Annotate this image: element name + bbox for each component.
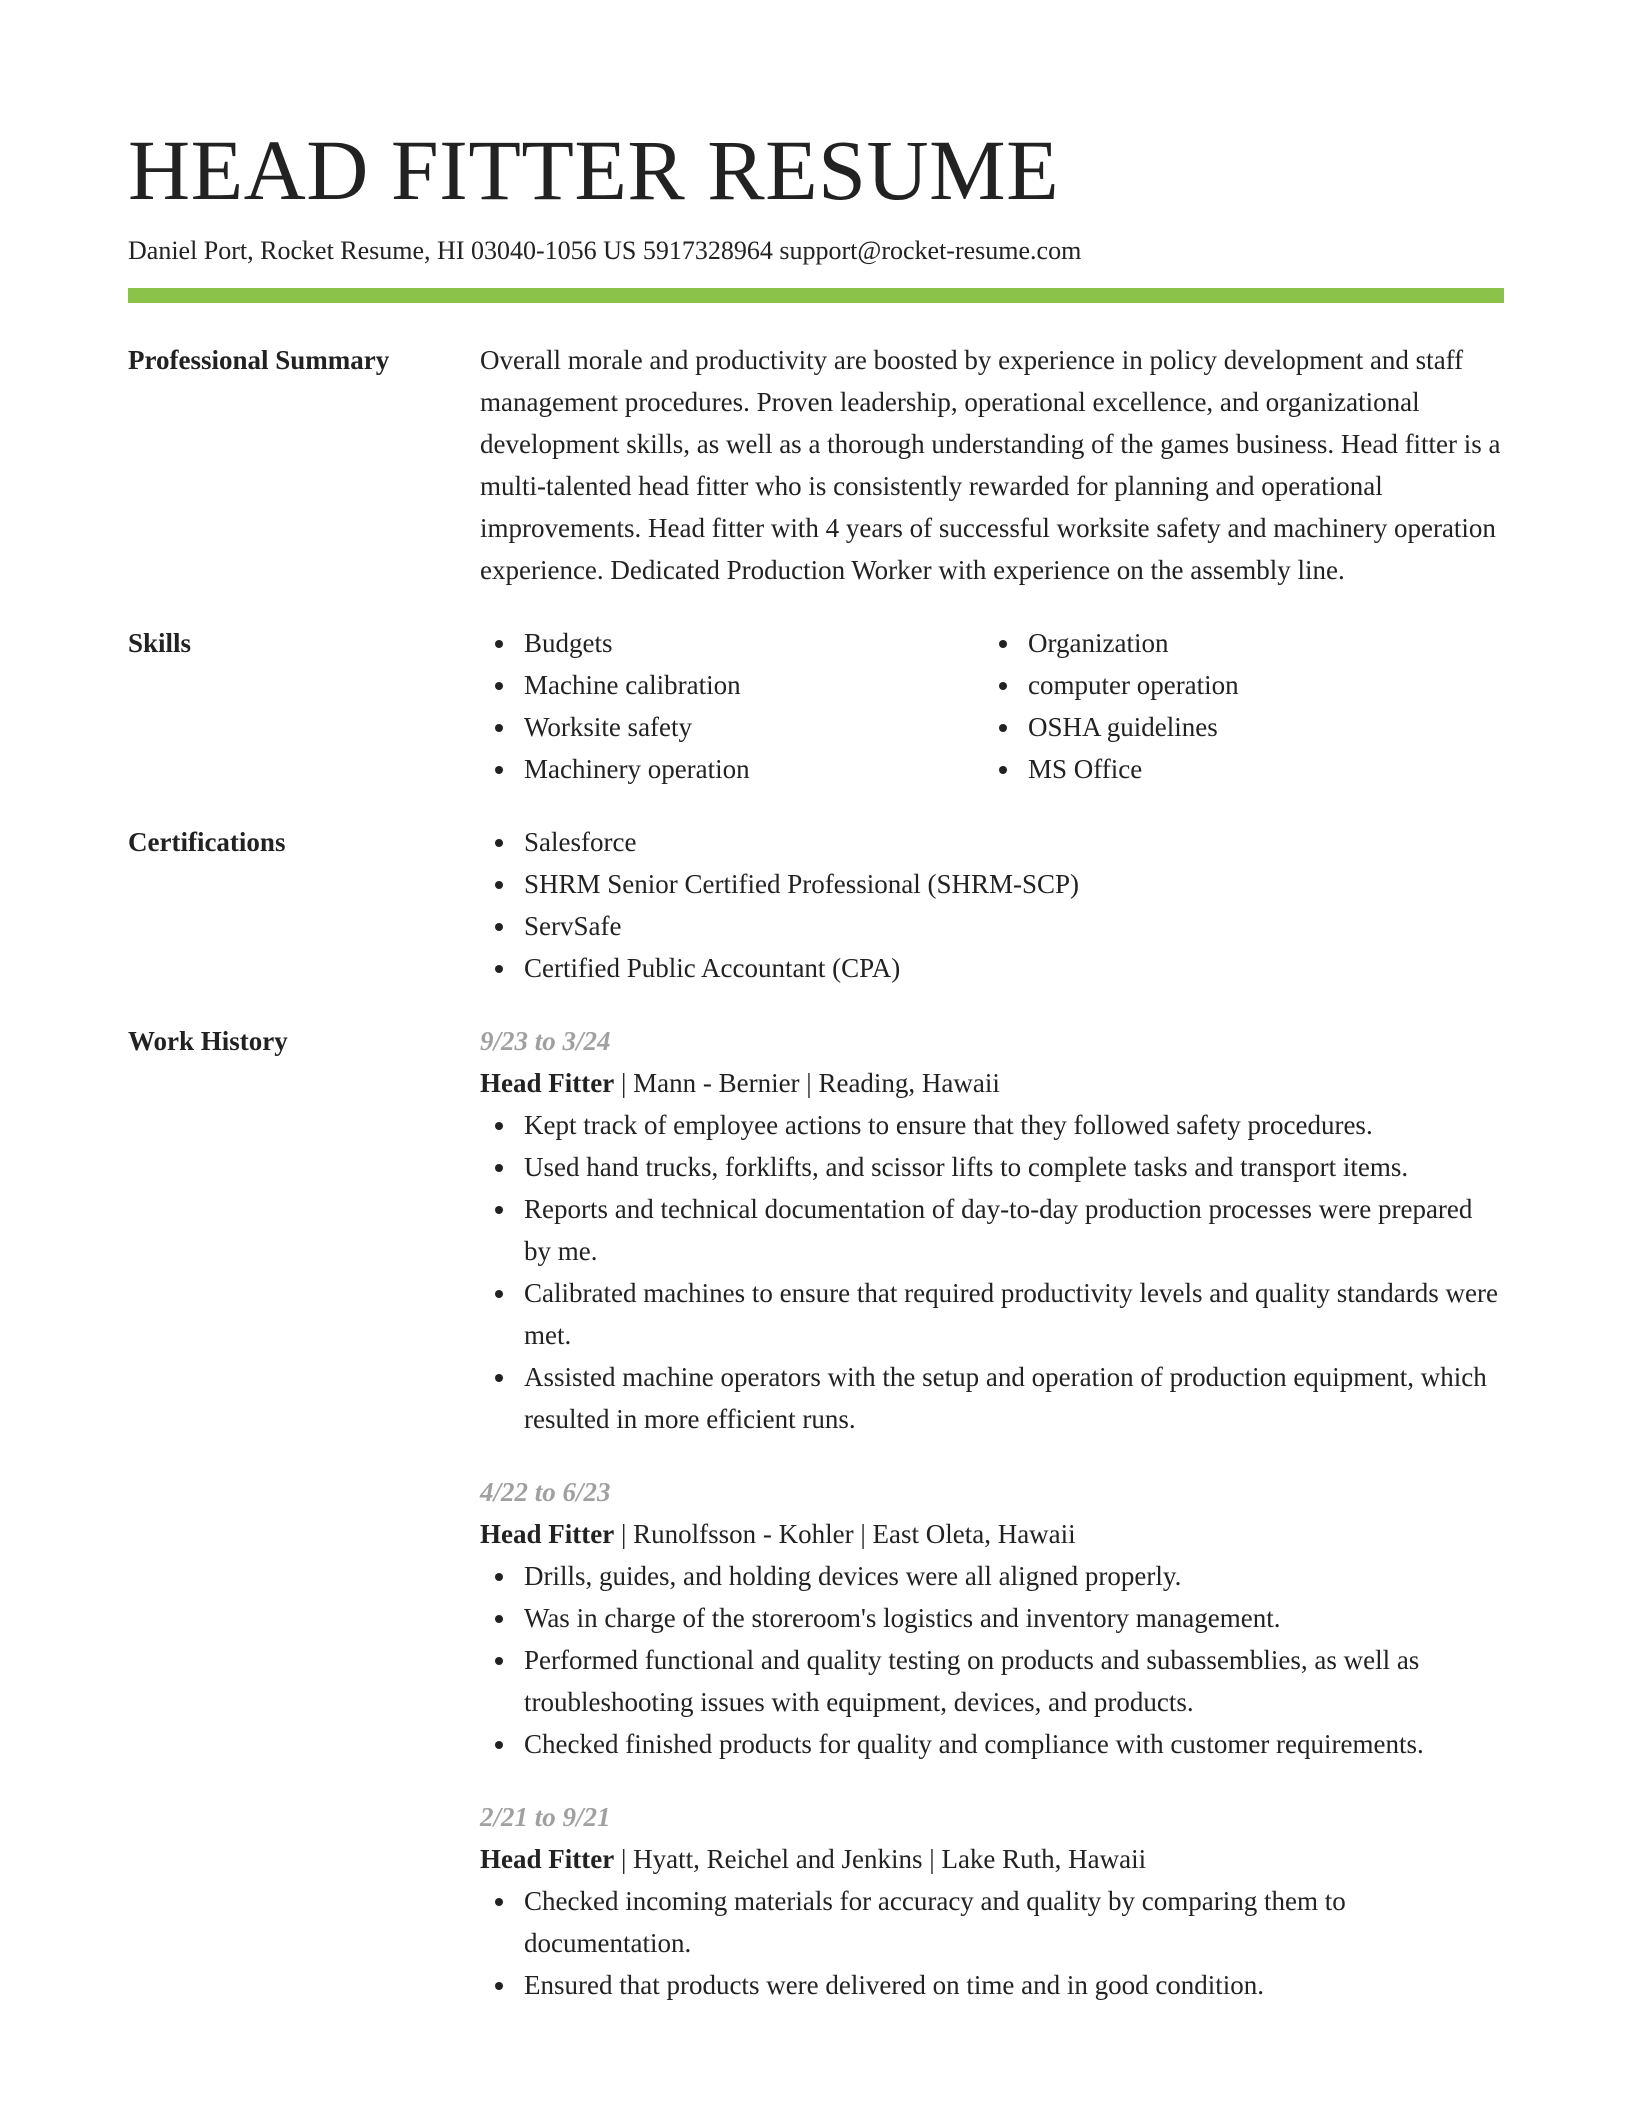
job-title: Head Fitter bbox=[480, 1844, 615, 1874]
skill-item: computer operation bbox=[1028, 664, 1488, 706]
job-duty: Reports and technical documentation of day-to-day production processes were prepared by me. bbox=[524, 1188, 1504, 1272]
skills-section bbox=[128, 622, 1504, 790]
job-duty: Kept track of employee actions to ensure that they followed safety procedures. bbox=[524, 1104, 1504, 1146]
resume-title: HEAD FITTER RESUME bbox=[128, 122, 1060, 218]
resume-page bbox=[128, 118, 1504, 2006]
job-dates: 9/23 to 3/24 bbox=[480, 1026, 611, 1056]
work-history-section bbox=[128, 1020, 1504, 2006]
job-dates: 2/21 to 9/21 bbox=[480, 1802, 611, 1832]
job-heading bbox=[480, 1513, 1504, 1555]
section-label-skills: Skills bbox=[128, 628, 192, 658]
section-label-summary: Professional Summary bbox=[128, 345, 390, 375]
job-employer-location: | Mann - Bernier | Reading, Hawaii bbox=[614, 1068, 1000, 1098]
job-entry bbox=[480, 1471, 1504, 1765]
skill-item: Machine calibration bbox=[524, 664, 984, 706]
certification-item: Certified Public Accountant (CPA) bbox=[524, 947, 1504, 989]
skill-item: OSHA guidelines bbox=[1028, 706, 1488, 748]
job-duties-list bbox=[480, 1104, 1504, 1440]
job-entry bbox=[480, 1796, 1504, 2006]
skill-item: MS Office bbox=[1028, 748, 1488, 790]
job-duties-list bbox=[480, 1880, 1504, 2006]
job-dates: 4/22 to 6/23 bbox=[480, 1477, 611, 1507]
skill-item: Budgets bbox=[524, 622, 984, 664]
job-duty: Was in charge of the storeroom's logistics and inventory management. bbox=[524, 1597, 1504, 1639]
job-duty: Checked finished products for quality and compliance with customer requirements. bbox=[524, 1723, 1504, 1765]
skill-item: Organization bbox=[1028, 622, 1488, 664]
section-label-certifications: Certifications bbox=[128, 827, 286, 857]
job-title: Head Fitter bbox=[480, 1519, 615, 1549]
job-entry bbox=[480, 1020, 1504, 1440]
job-duty: Ensured that products were delivered on time and in good condition. bbox=[524, 1964, 1504, 2006]
job-duty: Performed functional and quality testing on products and subassemblies, as well as troubleshooting issues with equipment, devices, and products. bbox=[524, 1639, 1504, 1723]
certification-item: ServSafe bbox=[524, 905, 1504, 947]
job-employer-location: | Runolfsson - Kohler | East Oleta, Hawaii bbox=[614, 1519, 1076, 1549]
certification-item: Salesforce bbox=[524, 821, 1504, 863]
skill-item: Machinery operation bbox=[524, 748, 984, 790]
job-heading bbox=[480, 1838, 1504, 1880]
certifications-section bbox=[128, 821, 1504, 989]
skill-item: Worksite safety bbox=[524, 706, 984, 748]
job-duty: Used hand trucks, forklifts, and scissor lifts to complete tasks and transport items. bbox=[524, 1146, 1504, 1188]
section-label-work-history: Work History bbox=[128, 1026, 288, 1056]
certifications-list bbox=[480, 821, 1504, 989]
job-duty: Assisted machine operators with the setup and operation of production equipment, which resulted in more efficient runs. bbox=[524, 1356, 1504, 1440]
job-duty: Checked incoming materials for accuracy and quality by comparing them to documentation. bbox=[524, 1880, 1504, 1964]
header-accent-rule bbox=[128, 288, 1504, 303]
job-heading bbox=[480, 1062, 1504, 1104]
summary-text: Overall morale and productivity are boosted by experience in policy development and staff management procedures. Proven leadership, operational excellence, and organizational development skills, as well as a thorough understanding of the games business. Head fitter is a multi-talented head fitter who is consistently rewarded for planning and operational improvements. Head fitter with 4 years of successful worksite safety and machinery operation experience. Dedicated Production Worker with experience on the assembly line. bbox=[480, 345, 1501, 585]
certification-item: SHRM Senior Certified Professional (SHRM-SCP) bbox=[524, 863, 1504, 905]
job-duty: Calibrated machines to ensure that required productivity levels and quality standards were met. bbox=[524, 1272, 1504, 1356]
summary-section bbox=[128, 339, 1504, 591]
job-title: Head Fitter bbox=[480, 1068, 615, 1098]
job-duties-list bbox=[480, 1555, 1504, 1765]
skills-list-left bbox=[480, 622, 984, 790]
job-employer-location: | Hyatt, Reichel and Jenkins | Lake Ruth, Hawaii bbox=[614, 1844, 1147, 1874]
contact-line: Daniel Port, Rocket Resume, HI 03040-1056 US 5917328964 support@rocket-resume.com bbox=[128, 236, 1082, 265]
job-duty: Drills, guides, and holding devices were all aligned properly. bbox=[524, 1555, 1504, 1597]
skills-list-right bbox=[984, 622, 1488, 790]
